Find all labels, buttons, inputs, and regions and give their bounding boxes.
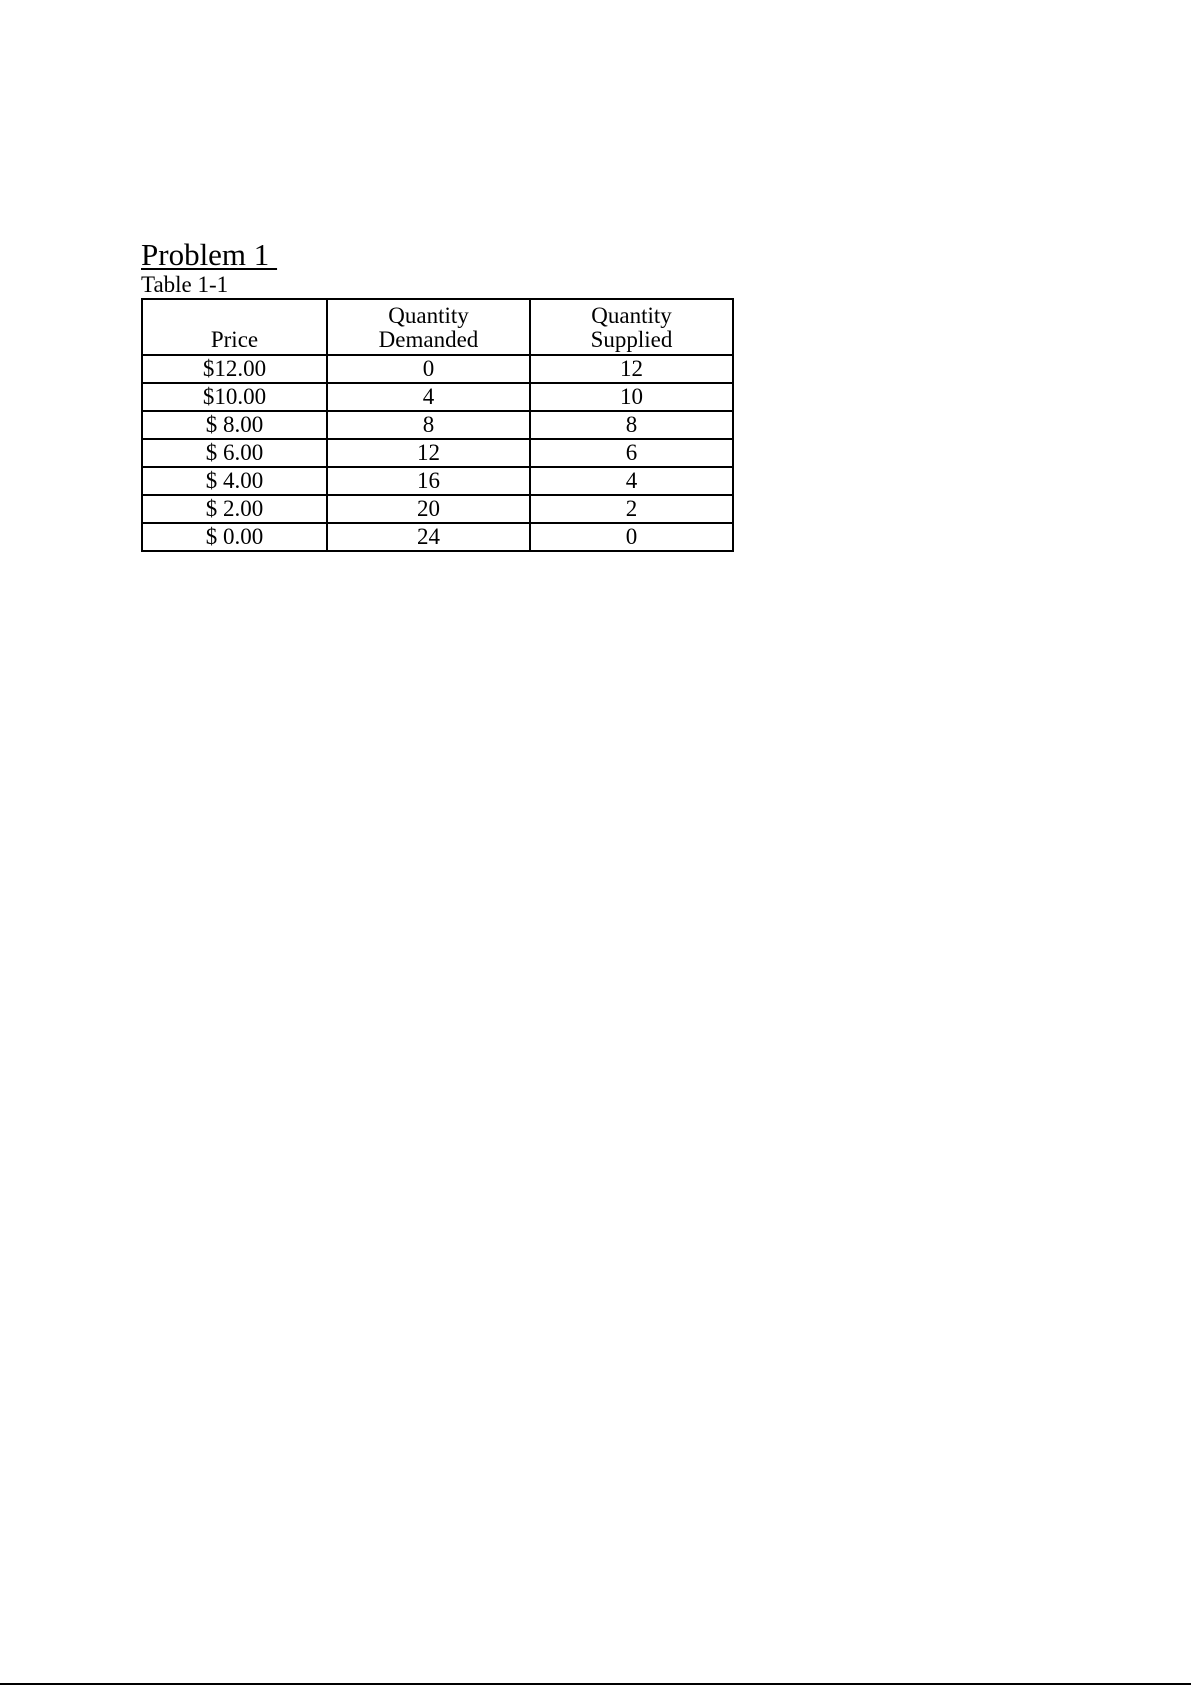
header-supplied-line-1: Quantity bbox=[591, 303, 672, 328]
table-caption: Table 1-1 bbox=[141, 272, 229, 297]
quantity-demanded-cell: 0 bbox=[327, 355, 530, 383]
quantity-supplied-cell: 10 bbox=[530, 383, 733, 411]
price-cell: $ 0.00 bbox=[142, 523, 327, 551]
quantity-demanded-cell: 8 bbox=[327, 411, 530, 439]
table-row bbox=[142, 355, 733, 383]
table-row bbox=[142, 467, 733, 495]
header-price bbox=[142, 299, 327, 355]
price-cell: $ 8.00 bbox=[142, 411, 327, 439]
header-quantity-supplied bbox=[530, 299, 733, 355]
quantity-demanded-cell: 24 bbox=[327, 523, 530, 551]
quantity-demanded-cell: 16 bbox=[327, 467, 530, 495]
quantity-supplied-cell: 12 bbox=[530, 355, 733, 383]
header-demanded-line-2: Demanded bbox=[378, 327, 479, 352]
quantity-demanded-cell: 12 bbox=[327, 439, 530, 467]
price-cell: $12.00 bbox=[142, 355, 327, 383]
table-row bbox=[142, 411, 733, 439]
header-price-line-2: Price bbox=[210, 327, 259, 352]
problem-title: Problem 1 bbox=[141, 237, 278, 272]
quantity-supplied-cell: 6 bbox=[530, 439, 733, 467]
price-cell: $ 2.00 bbox=[142, 495, 327, 523]
quantity-supplied-cell: 0 bbox=[530, 523, 733, 551]
supply-demand-table bbox=[141, 298, 734, 552]
price-cell: $ 4.00 bbox=[142, 467, 327, 495]
table-header-row bbox=[142, 299, 733, 355]
quantity-demanded-cell: 4 bbox=[327, 383, 530, 411]
price-cell: $ 6.00 bbox=[142, 439, 327, 467]
quantity-supplied-cell: 4 bbox=[530, 467, 733, 495]
quantity-supplied-cell: 2 bbox=[530, 495, 733, 523]
quantity-supplied-cell: 8 bbox=[530, 411, 733, 439]
table-row bbox=[142, 523, 733, 551]
price-cell: $10.00 bbox=[142, 383, 327, 411]
header-quantity-demanded bbox=[327, 299, 530, 355]
table-row bbox=[142, 495, 733, 523]
table-row bbox=[142, 439, 733, 467]
header-demanded-line-1: Quantity bbox=[388, 303, 469, 328]
quantity-demanded-cell: 20 bbox=[327, 495, 530, 523]
header-supplied-line-2: Supplied bbox=[590, 327, 673, 352]
table-row bbox=[142, 383, 733, 411]
